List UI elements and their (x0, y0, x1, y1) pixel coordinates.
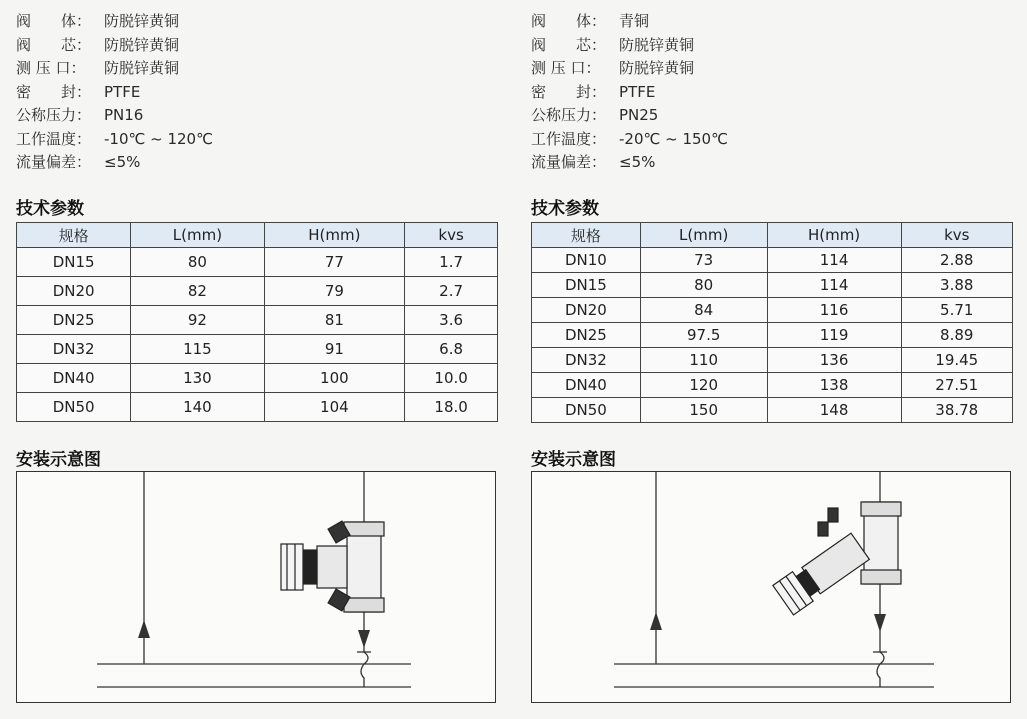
col-header: kvs (901, 223, 1012, 248)
right-params-table (531, 222, 1013, 423)
col-header: H(mm) (264, 223, 405, 248)
table-header-row (532, 223, 1013, 248)
install-diagram-heading: 安装示意图 (531, 450, 616, 470)
table-cell: 19.45 (901, 348, 1012, 373)
table-row (17, 306, 498, 335)
spec-value: -20℃ ~ 150℃ (619, 129, 728, 148)
col-header: L(mm) (131, 223, 264, 248)
col-header: 规格 (532, 223, 641, 248)
table-header-row (17, 223, 498, 248)
table-row (17, 277, 498, 306)
spec-value: 防脱锌黄铜 (619, 59, 695, 77)
table-cell: 6.8 (405, 335, 498, 364)
table-row (532, 248, 1013, 273)
table-row (17, 393, 498, 422)
spec-value: ≤5% (619, 153, 656, 171)
spec-row (16, 128, 506, 152)
right-install-diagram (531, 471, 1011, 703)
table-row (532, 323, 1013, 348)
table-cell: 100 (264, 364, 405, 393)
table-cell: 81 (264, 306, 405, 335)
table-cell: DN25 (532, 323, 641, 348)
spec-row (531, 104, 1021, 128)
spec-row (16, 34, 506, 58)
spec-value: ≤5% (104, 153, 141, 171)
spec-row (16, 81, 506, 105)
table-cell: 27.51 (901, 373, 1012, 398)
table-cell: DN15 (532, 273, 641, 298)
table-cell: 97.5 (640, 323, 767, 348)
tech-params-heading: 技术参数 (16, 199, 84, 219)
spec-value: 青铜 (619, 12, 650, 30)
spec-key: 公称压力： (16, 106, 92, 124)
table-cell: 136 (767, 348, 901, 373)
table-cell: 3.6 (405, 306, 498, 335)
col-header: 规格 (17, 223, 131, 248)
table-cell: 38.78 (901, 398, 1012, 423)
spec-key: 工作温度： (16, 129, 92, 148)
spec-row (531, 128, 1021, 152)
table-cell: 3.88 (901, 273, 1012, 298)
left-install-diagram (16, 471, 496, 703)
spec-row (16, 151, 506, 175)
table-cell: 104 (264, 393, 405, 422)
valve-install-drawing (532, 472, 1010, 702)
spec-row (16, 104, 506, 128)
spec-value: 防脱锌黄铜 (104, 12, 180, 30)
table-cell: 110 (640, 348, 767, 373)
spec-key: 测 压 口： (531, 59, 601, 77)
table-cell: DN15 (17, 248, 131, 277)
spec-value: 防脱锌黄铜 (619, 35, 695, 54)
table-cell: 130 (131, 364, 264, 393)
install-diagram-heading: 安装示意图 (16, 450, 101, 470)
table-cell: 138 (767, 373, 901, 398)
right-column (531, 0, 1021, 470)
spec-row (531, 10, 1021, 34)
spec-key: 阀 芯： (531, 35, 607, 54)
spec-key: 阀 体： (531, 12, 607, 30)
table-cell: 115 (131, 335, 264, 364)
table-cell: 80 (640, 273, 767, 298)
table-row (532, 373, 1013, 398)
table-cell: 91 (264, 335, 405, 364)
table-row (532, 348, 1013, 373)
spec-key: 测 压 口： (16, 59, 86, 77)
table-cell: 82 (131, 277, 264, 306)
spec-row (16, 57, 506, 81)
right-spec-list (531, 10, 1021, 175)
table-row (17, 335, 498, 364)
table-row (532, 273, 1013, 298)
col-header: kvs (405, 223, 498, 248)
spec-key: 阀 体： (16, 12, 92, 30)
spec-value: 防脱锌黄铜 (104, 59, 180, 77)
spec-row (531, 34, 1021, 58)
table-row (17, 248, 498, 277)
table-cell: 148 (767, 398, 901, 423)
spec-key: 流量偏差： (16, 153, 92, 171)
col-header: H(mm) (767, 223, 901, 248)
table-cell: 10.0 (405, 364, 498, 393)
valve-install-drawing (17, 472, 495, 702)
left-params-table (16, 222, 498, 422)
table-cell: DN40 (17, 364, 131, 393)
tech-params-heading: 技术参数 (531, 199, 599, 219)
table-row (532, 298, 1013, 323)
table-cell: 84 (640, 298, 767, 323)
spec-value: PN25 (619, 106, 659, 124)
table-cell: 2.88 (901, 248, 1012, 273)
table-cell: 140 (131, 393, 264, 422)
table-cell: DN40 (532, 373, 641, 398)
col-header: L(mm) (640, 223, 767, 248)
balancing-valve-icon (281, 521, 384, 612)
spec-value: -10℃ ~ 120℃ (104, 129, 213, 148)
table-cell: DN20 (17, 277, 131, 306)
table-cell: 150 (640, 398, 767, 423)
table-cell: DN20 (532, 298, 641, 323)
table-cell: 80 (131, 248, 264, 277)
table-cell: 116 (767, 298, 901, 323)
spec-key: 密 封： (531, 82, 607, 101)
table-cell: DN32 (17, 335, 131, 364)
table-row (532, 398, 1013, 423)
table-cell: DN50 (532, 398, 641, 423)
table-row (17, 364, 498, 393)
table-cell: 114 (767, 248, 901, 273)
spec-key: 阀 芯： (16, 35, 92, 54)
spec-key: 工作温度： (531, 129, 607, 148)
table-cell: 8.89 (901, 323, 1012, 348)
spec-row (531, 57, 1021, 81)
spec-row (531, 151, 1021, 175)
spec-row (16, 10, 506, 34)
table-cell: 92 (131, 306, 264, 335)
table-cell: 73 (640, 248, 767, 273)
spec-key: 公称压力： (531, 106, 607, 124)
spec-value: PTFE (619, 82, 656, 101)
angled-balancing-valve-icon (773, 502, 901, 615)
table-cell: 5.71 (901, 298, 1012, 323)
table-cell: 120 (640, 373, 767, 398)
left-column (16, 0, 506, 470)
table-cell: DN10 (532, 248, 641, 273)
spec-key: 密 封： (16, 82, 92, 101)
spec-key: 流量偏差： (531, 153, 607, 171)
spec-value: PN16 (104, 106, 144, 124)
table-cell: 77 (264, 248, 405, 277)
table-cell: 1.7 (405, 248, 498, 277)
table-cell: 18.0 (405, 393, 498, 422)
spec-value: PTFE (104, 82, 141, 101)
table-cell: 79 (264, 277, 405, 306)
spec-value: 防脱锌黄铜 (104, 35, 180, 54)
table-cell: 119 (767, 323, 901, 348)
table-cell: DN32 (532, 348, 641, 373)
table-cell: 114 (767, 273, 901, 298)
table-cell: DN50 (17, 393, 131, 422)
spec-row (531, 81, 1021, 105)
table-cell: DN25 (17, 306, 131, 335)
table-cell: 2.7 (405, 277, 498, 306)
left-spec-list (16, 10, 506, 175)
